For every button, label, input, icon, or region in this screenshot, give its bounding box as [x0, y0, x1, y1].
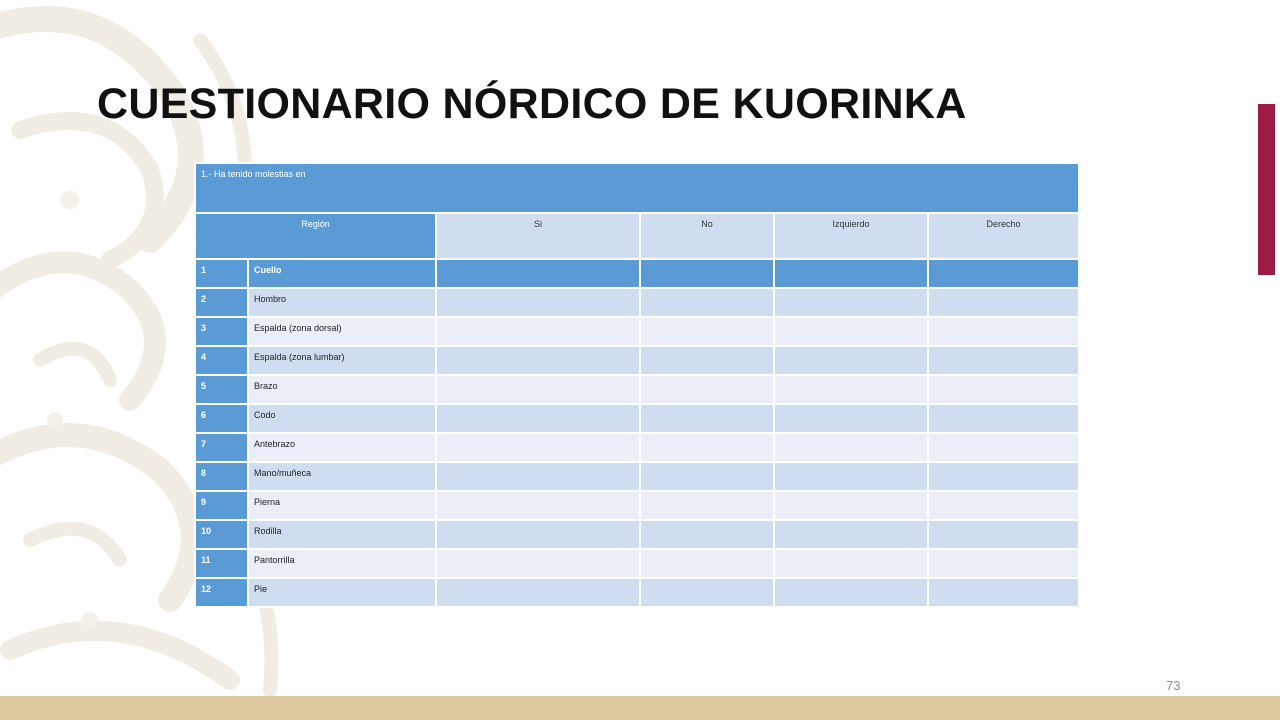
- column-header-izquierdo: Izquierdo: [774, 213, 928, 259]
- cell-izquierdo[interactable]: [774, 346, 928, 375]
- body-part-label: Mano/muñeca: [248, 462, 436, 491]
- cell-derecho[interactable]: [928, 404, 1079, 433]
- table-row: [195, 317, 1079, 346]
- cell-si[interactable]: [436, 433, 640, 462]
- row-number: 8: [195, 462, 248, 491]
- cell-no[interactable]: [640, 259, 774, 288]
- row-number: 11: [195, 549, 248, 578]
- table-row: [195, 288, 1079, 317]
- cell-si[interactable]: [436, 346, 640, 375]
- row-number: 3: [195, 317, 248, 346]
- table-row: [195, 491, 1079, 520]
- cell-no[interactable]: [640, 433, 774, 462]
- cell-si[interactable]: [436, 288, 640, 317]
- cell-no[interactable]: [640, 520, 774, 549]
- column-header-si: Si: [436, 213, 640, 259]
- row-number: 6: [195, 404, 248, 433]
- column-header-derecho: Derecho: [928, 213, 1079, 259]
- table-row: [195, 433, 1079, 462]
- cell-derecho[interactable]: [928, 259, 1079, 288]
- table-row: [195, 375, 1079, 404]
- cell-izquierdo[interactable]: [774, 491, 928, 520]
- cell-si[interactable]: [436, 520, 640, 549]
- cell-no[interactable]: [640, 491, 774, 520]
- cell-derecho[interactable]: [928, 549, 1079, 578]
- cell-no[interactable]: [640, 404, 774, 433]
- body-part-label: Hombro: [248, 288, 436, 317]
- cell-no[interactable]: [640, 462, 774, 491]
- cell-derecho[interactable]: [928, 288, 1079, 317]
- cell-izquierdo[interactable]: [774, 259, 928, 288]
- row-number: 2: [195, 288, 248, 317]
- page-number: 73: [1166, 678, 1181, 693]
- cell-no[interactable]: [640, 375, 774, 404]
- cell-derecho[interactable]: [928, 433, 1079, 462]
- body-part-label: Pie: [248, 578, 436, 607]
- cell-izquierdo[interactable]: [774, 578, 928, 607]
- table-row: [195, 549, 1079, 578]
- cell-izquierdo[interactable]: [774, 404, 928, 433]
- body-part-label: Pantorrilla: [248, 549, 436, 578]
- table-row: [195, 520, 1079, 549]
- row-number: 9: [195, 491, 248, 520]
- body-part-label: Codo: [248, 404, 436, 433]
- cell-no[interactable]: [640, 578, 774, 607]
- cell-izquierdo[interactable]: [774, 433, 928, 462]
- cell-izquierdo[interactable]: [774, 549, 928, 578]
- cell-derecho[interactable]: [928, 462, 1079, 491]
- column-header-no: No: [640, 213, 774, 259]
- cell-derecho[interactable]: [928, 491, 1079, 520]
- row-number: 12: [195, 578, 248, 607]
- column-header-region: Región: [195, 213, 436, 259]
- cell-si[interactable]: [436, 491, 640, 520]
- row-number: 7: [195, 433, 248, 462]
- row-number: 5: [195, 375, 248, 404]
- cell-si[interactable]: [436, 404, 640, 433]
- cell-no[interactable]: [640, 317, 774, 346]
- cell-si[interactable]: [436, 317, 640, 346]
- cell-si[interactable]: [436, 375, 640, 404]
- cell-izquierdo[interactable]: [774, 520, 928, 549]
- cell-derecho[interactable]: [928, 346, 1079, 375]
- table-row: [195, 578, 1079, 607]
- slide-title: CUESTIONARIO NÓRDICO DE KUORINKA: [97, 80, 967, 128]
- cell-no[interactable]: [640, 346, 774, 375]
- cell-derecho[interactable]: [928, 317, 1079, 346]
- cell-derecho[interactable]: [928, 520, 1079, 549]
- questionnaire-table-container: [194, 162, 1080, 608]
- table-row: [195, 404, 1079, 433]
- cell-derecho[interactable]: [928, 578, 1079, 607]
- row-number: 10: [195, 520, 248, 549]
- cell-izquierdo[interactable]: [774, 317, 928, 346]
- body-part-label: Pierna: [248, 491, 436, 520]
- cell-si[interactable]: [436, 259, 640, 288]
- table-row: [195, 462, 1079, 491]
- row-number: 1: [195, 259, 248, 288]
- footer-band: [0, 696, 1280, 720]
- cell-izquierdo[interactable]: [774, 462, 928, 491]
- table-row: [195, 346, 1079, 375]
- cell-izquierdo[interactable]: [774, 288, 928, 317]
- cell-izquierdo[interactable]: [774, 375, 928, 404]
- cell-si[interactable]: [436, 578, 640, 607]
- body-part-label: Espalda (zona dorsal): [248, 317, 436, 346]
- cell-si[interactable]: [436, 462, 640, 491]
- accent-bar: [1258, 104, 1275, 275]
- questionnaire-table: [194, 162, 1080, 608]
- question-header: 1.- Ha tenido molestias en: [195, 163, 1079, 213]
- body-part-label: Brazo: [248, 375, 436, 404]
- cell-no[interactable]: [640, 288, 774, 317]
- row-number: 4: [195, 346, 248, 375]
- body-part-label: Antebrazo: [248, 433, 436, 462]
- body-part-label: Rodilla: [248, 520, 436, 549]
- body-part-label: Espalda (zona lumbar): [248, 346, 436, 375]
- cell-no[interactable]: [640, 549, 774, 578]
- cell-si[interactable]: [436, 549, 640, 578]
- body-part-label: Cuello: [248, 259, 436, 288]
- cell-derecho[interactable]: [928, 375, 1079, 404]
- table-row: [195, 259, 1079, 288]
